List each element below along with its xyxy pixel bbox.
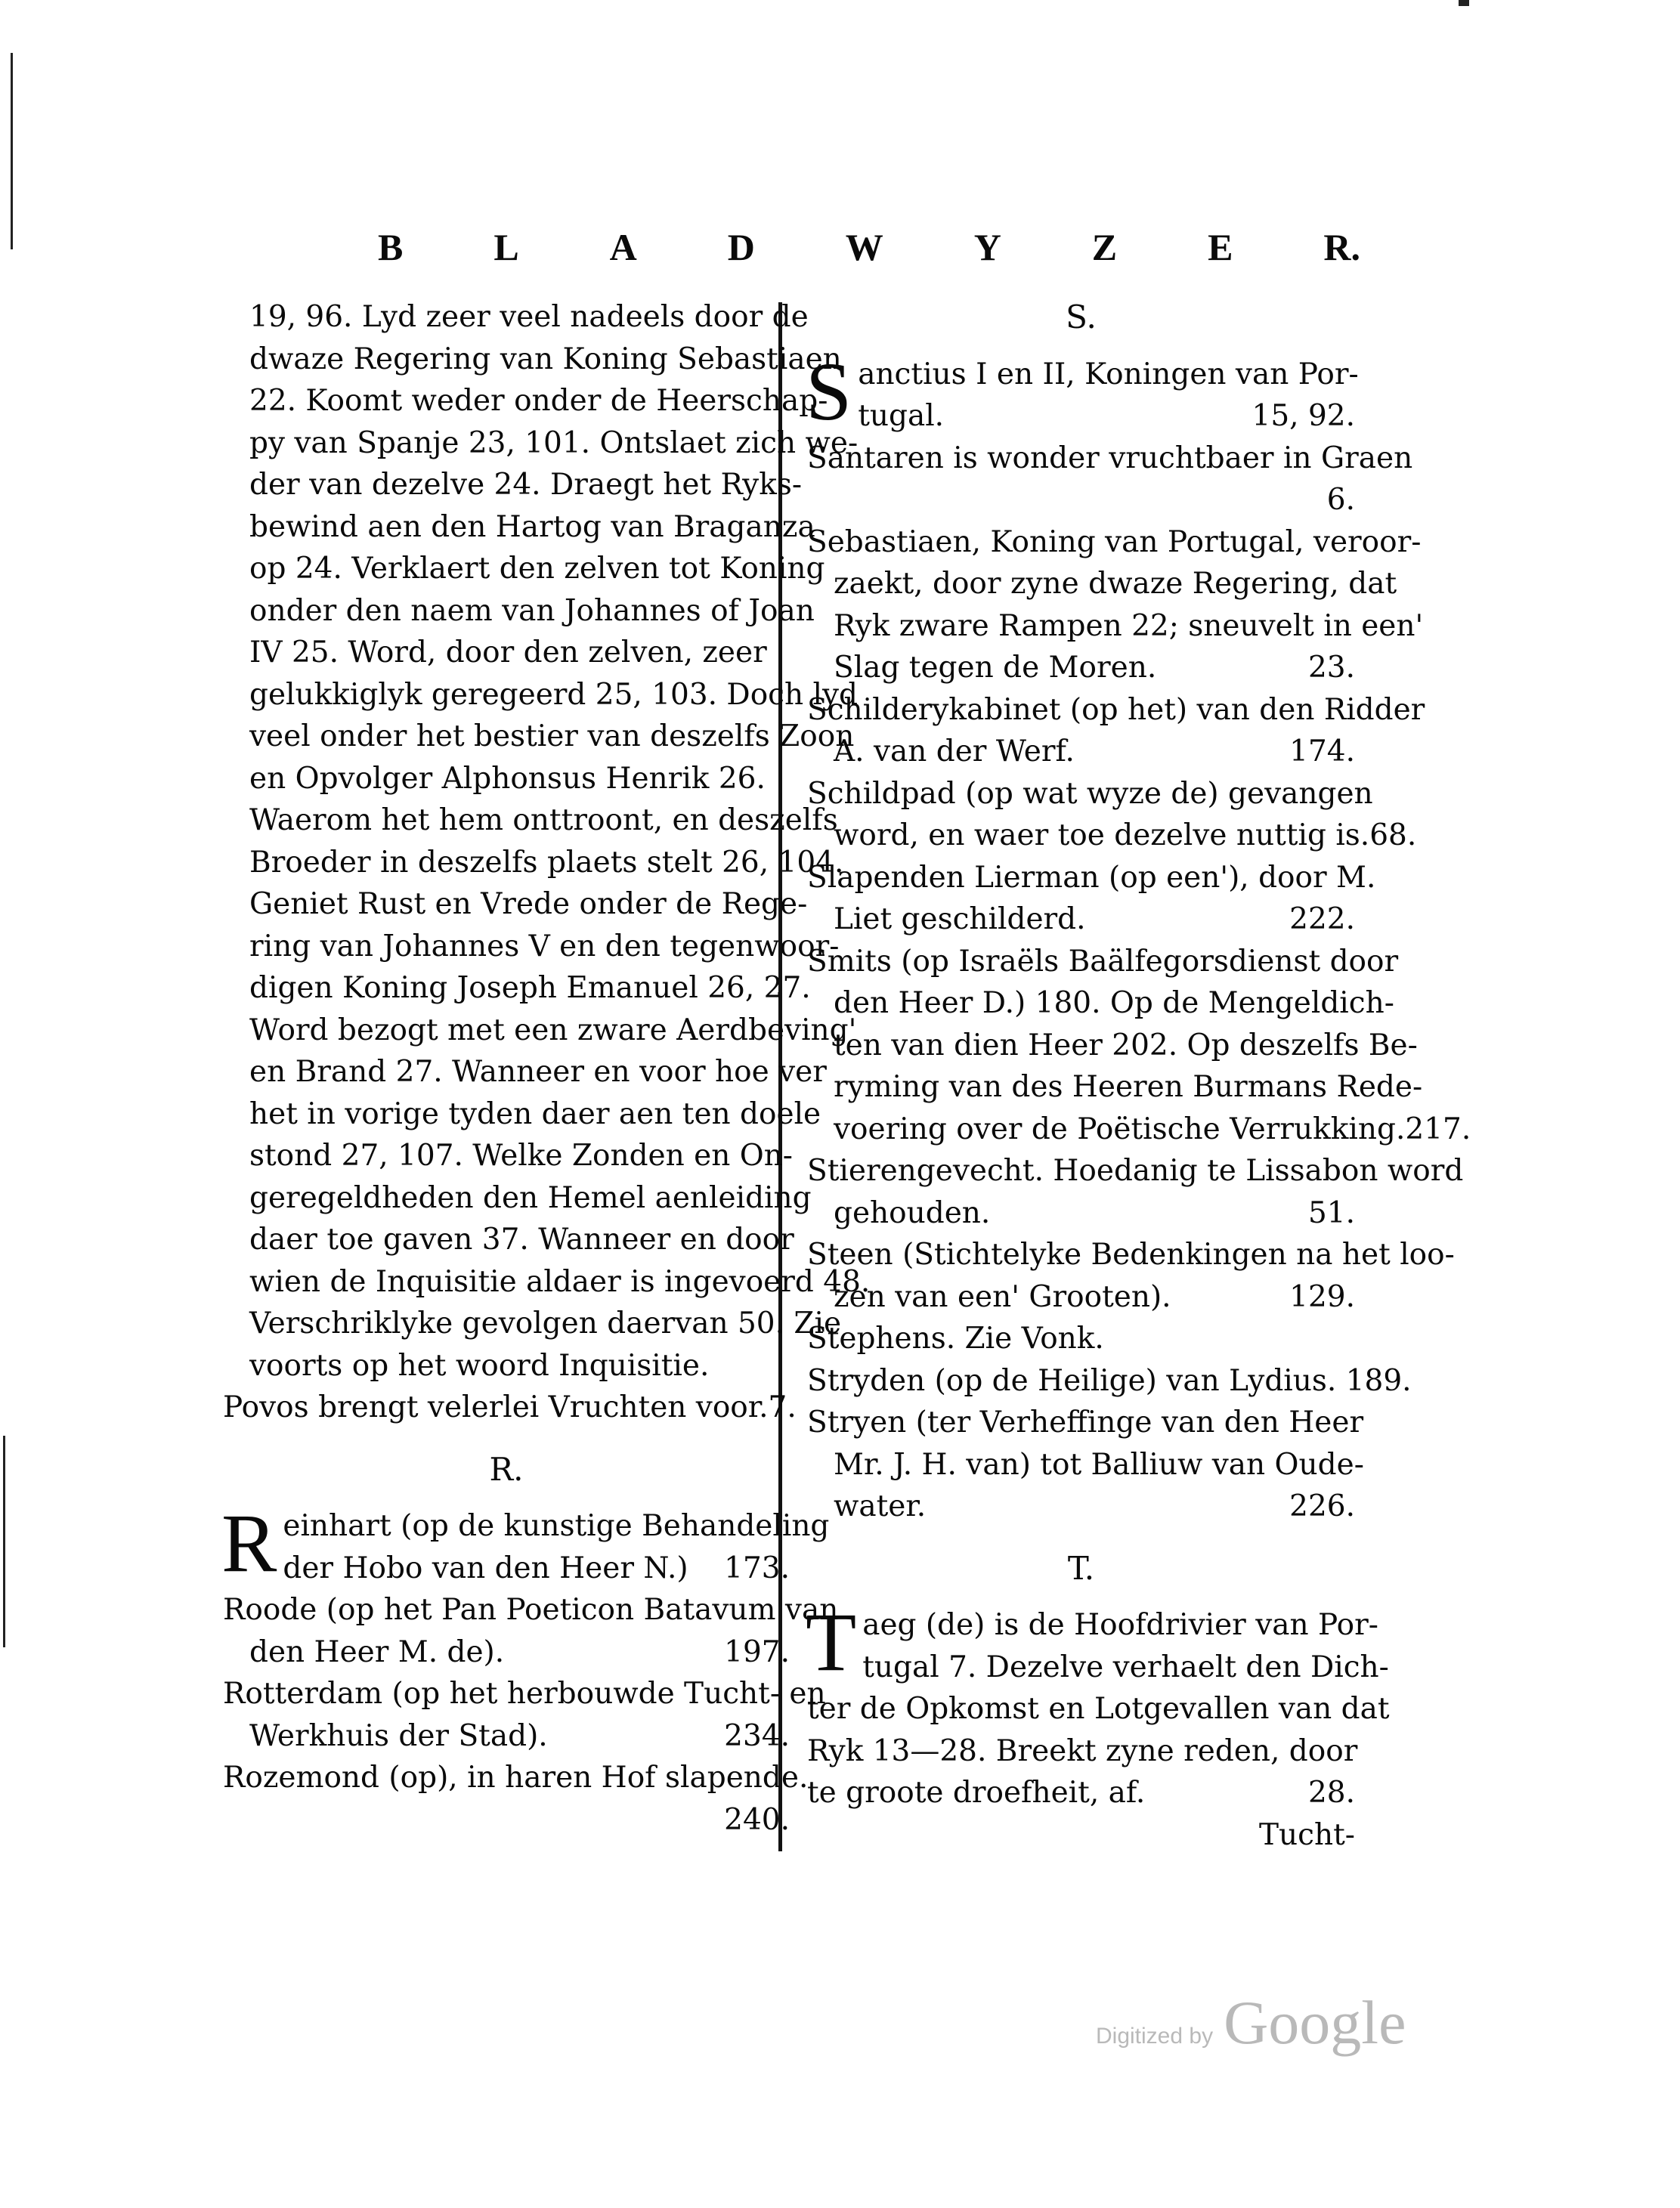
- text-line: geregeldheden den Hemel aenleiding: [249, 1180, 812, 1215]
- index-entry-stryden: Stryden (op de Heilige) van Lydius. 189.: [807, 1363, 1412, 1398]
- title-letter: B: [378, 226, 404, 268]
- text-line: Stryen (ter Verheffinge van den Heer: [807, 1406, 1364, 1440]
- left-column: [221, 296, 871, 1841]
- title-letter: D: [727, 226, 755, 268]
- text-line: 22. Koomt weder onder de Heerschap-: [249, 384, 828, 418]
- text-line: anctius I en II, Koningen van Por-: [858, 357, 1359, 391]
- text-line: Waerom het hem onttroont, en deszelfs: [249, 803, 838, 837]
- digitized-by-google-stamp: [1096, 1987, 1406, 2058]
- text-line: Verschriklyke gevolgen daervan 50. Zie: [249, 1307, 842, 1341]
- text-line: [807, 731, 1355, 773]
- text-line: ring van Johannes V en den tegenwoor-: [249, 929, 840, 963]
- index-entry-steen: [807, 1234, 1455, 1318]
- text-line: [807, 1276, 1355, 1319]
- text-line: gelukkiglyk geregeerd 25, 103. Doch lyd: [249, 677, 859, 712]
- index-entry-schilderykabinet: [807, 689, 1425, 773]
- text-line: tugal 7. Dezelve verhaelt den Dich-: [862, 1650, 1389, 1684]
- text-line: Smits (op Israëls Baälfegorsdienst door: [807, 944, 1399, 979]
- entry-text: tugal.: [858, 399, 945, 433]
- page-number: 68.: [1369, 818, 1417, 852]
- text-line: het in vorige tyden daer aen ten doele: [249, 1096, 821, 1131]
- text-line: [283, 1548, 790, 1590]
- page-number: 7.: [768, 1390, 797, 1424]
- text-line: Ryk zware Rampen 22; sneuvelt in een': [834, 608, 1424, 643]
- text-line: Rotterdam (op het herbouwde Tucht- en: [223, 1677, 826, 1711]
- page-number: 217.: [1405, 1112, 1471, 1146]
- text-line: [807, 1486, 1355, 1528]
- title-letter: Z: [1091, 226, 1118, 268]
- section-heading-r: R.: [489, 1450, 524, 1488]
- text-line: ter de Opkomst en Lotgevallen van dat: [807, 1692, 1390, 1726]
- text-line: op 24. Verklaert den zelven tot Koning: [249, 552, 825, 586]
- page-title: [378, 225, 1360, 269]
- text-line: stond 27, 107. Welke Zonden en On-: [249, 1139, 793, 1173]
- page-number: 51.: [1307, 1195, 1355, 1230]
- entry-text: te groote droefheit, af.: [807, 1776, 1146, 1810]
- entry-text: Liet geschilderd.: [834, 902, 1086, 936]
- entry-text: Werkhuis der Stad).: [249, 1718, 548, 1753]
- text-line: py van Spanje 23, 101. Ontslaet zich we-: [249, 425, 859, 460]
- text-line: Ryk 13—28. Breekt zyne reden, door: [807, 1733, 1358, 1768]
- page-number: 240.: [724, 1802, 790, 1837]
- text-line: [807, 898, 1355, 941]
- text-line: Geniet Rust en Vrede onder de Rege-: [249, 887, 808, 921]
- index-entry-povos: [223, 1387, 797, 1429]
- page-number: 174.: [1289, 734, 1355, 768]
- text-line: wien de Inquisitie aldaer is ingevoerd 48.: [249, 1264, 871, 1299]
- page-number: 28.: [1307, 1776, 1355, 1810]
- text-line: [807, 1109, 1471, 1151]
- text-line: der van dezelve 24. Draegt het Ryks-: [249, 468, 803, 502]
- text-line: bewind aen den Hartog van Braganza: [249, 509, 815, 544]
- index-entry-slapenden: [807, 857, 1376, 941]
- title-letter: W: [845, 226, 883, 268]
- entry-text: den Heer M. de).: [249, 1634, 505, 1669]
- section-heading-t: T.: [1067, 1549, 1095, 1587]
- page-number: 197.: [724, 1634, 790, 1669]
- text-line: Word bezogt met een zware Aerdbeving': [249, 1013, 857, 1047]
- text-line: zaekt, door zyne dwaze Regering, dat: [834, 567, 1397, 601]
- title-letter: L: [493, 226, 519, 268]
- text-line: Sebastiaen, Koning van Portugal, veroor-: [807, 524, 1422, 559]
- index-entry-stierengevecht: [807, 1150, 1464, 1234]
- text-line: Rozemond (op), in haren Hof slapende.: [223, 1761, 809, 1795]
- entry-text: Povos brengt velerlei Vruchten voor.: [223, 1390, 769, 1424]
- text-line: ten van dien Heer 202. Op deszelfs Be-: [834, 1028, 1418, 1062]
- catchword: Tucht-: [1259, 1817, 1355, 1852]
- title-letter: Y: [973, 226, 1001, 268]
- index-entry-sebastiaen: [807, 521, 1424, 689]
- index-entry-smits: [807, 941, 1471, 1151]
- google-logo: Google: [1224, 1988, 1406, 2057]
- text-line: veel onder het bestier van deszelfs Zoon: [249, 719, 855, 753]
- text-line: 19, 96. Lyd zeer veel nadeels door de: [249, 300, 809, 334]
- index-entry-stryen: [807, 1402, 1364, 1528]
- text-line: en Opvolger Alphonsus Henrik 26.: [249, 761, 766, 796]
- index-entry-reinhart: [221, 1497, 830, 1589]
- text-line: [807, 1772, 1355, 1814]
- dropcap-letter: T: [806, 1596, 857, 1688]
- index-entry-taeg: [806, 1596, 1390, 1814]
- index-entry-stephens: Stephens. Zie Vonk.: [807, 1322, 1104, 1356]
- digitized-label: Digitized by: [1096, 2024, 1214, 2049]
- text-line: Steen (Stichtelyke Bedenkingen na het loo-: [807, 1238, 1455, 1272]
- index-entry-schildpad: [807, 773, 1417, 857]
- text-line: Mr. J. H. van) tot Balliuw van Oude-: [834, 1447, 1364, 1482]
- text-line: einhart (op de kunstige Behandeling: [283, 1509, 830, 1543]
- entry-text: A. van der Werf.: [834, 734, 1075, 768]
- text-line: digen Koning Joseph Emanuel 26, 27.: [249, 971, 811, 1005]
- text-line: [858, 395, 1355, 438]
- entry-text: Slag tegen de Moren.: [834, 651, 1157, 685]
- index-entry-santaren: [807, 438, 1413, 521]
- entry-text: zen van een' Grooten).: [834, 1279, 1171, 1314]
- dropcap-letter: R: [221, 1497, 277, 1589]
- text-line: ryming van des Heeren Burmans Rede-: [834, 1070, 1423, 1104]
- text-line: Schildpad (op wat wyze de) gevangen: [807, 776, 1373, 811]
- text-line: aeg (de) is de Hoofdrivier van Por-: [862, 1608, 1378, 1642]
- text-line: den Heer D.) 180. Op de Mengeldich-: [834, 986, 1394, 1020]
- entry-text: gehouden.: [834, 1195, 991, 1230]
- text-line: Santaren is wonder vruchtbaer in Graen: [807, 441, 1413, 475]
- page-number: 129.: [1289, 1279, 1355, 1314]
- text-line: [807, 1192, 1355, 1235]
- page-number: 234.: [724, 1718, 790, 1753]
- text-line: IV 25. Word, door den zelven, zeer: [249, 635, 767, 670]
- index-entry-rotterdam: [223, 1673, 826, 1757]
- title-letter: A: [609, 226, 637, 268]
- portugal-entry-continuation: [223, 296, 871, 1387]
- text-line: [223, 1631, 790, 1674]
- page-edge-mark: [3, 1436, 5, 1647]
- index-entry-sanctius: [806, 345, 1359, 438]
- text-line: [223, 1715, 790, 1758]
- title-letter: R.: [1323, 226, 1360, 268]
- text-line: Stierengevecht. Hoedanig te Lissabon word: [807, 1154, 1464, 1188]
- text-line: Slapenden Lierman (op een'), door M.: [807, 860, 1376, 895]
- page-number: 15, 92.: [1251, 399, 1355, 433]
- text-line: [807, 647, 1355, 689]
- index-entry-roode: [223, 1589, 839, 1673]
- text-line: Schilderykabinet (op het) van den Ridder: [807, 692, 1425, 727]
- title-letter: E: [1208, 226, 1233, 268]
- index-entry-rozemond: [223, 1757, 809, 1841]
- text-line: voorts op het woord Inquisitie.: [249, 1348, 710, 1383]
- page-edge-mark: [1459, 0, 1469, 6]
- page-number: 6.: [1326, 483, 1355, 517]
- text-line: onder den naem van Johannes of Joan: [249, 593, 815, 628]
- text-line: [807, 815, 1417, 857]
- text-line: Roode (op het Pan Poeticon Batavum van: [223, 1593, 839, 1627]
- page-number: 23.: [1307, 651, 1355, 685]
- page-edge-mark: [11, 53, 13, 249]
- entry-text: water.: [834, 1489, 927, 1523]
- text-line: dwaze Regering van Koning Sebastiaen: [249, 342, 842, 376]
- entry-text: word, en waer toe dezelve nuttig is.: [834, 818, 1370, 852]
- page-number: 226.: [1289, 1489, 1355, 1523]
- text-line: daer toe gaven 37. Wanneer en door: [249, 1223, 794, 1257]
- section-heading-s: S.: [1066, 298, 1097, 336]
- dropcap-letter: S: [806, 345, 852, 438]
- right-column: [806, 296, 1471, 1856]
- text-line: en Brand 27. Wanneer en voor hoe ver: [249, 1055, 827, 1089]
- page-number: 173.: [724, 1551, 790, 1585]
- page-number: 222.: [1289, 902, 1355, 936]
- entry-text: der Hobo van den Heer N.): [283, 1551, 688, 1585]
- entry-text: voering over de Poëtische Verrukking.: [834, 1112, 1406, 1146]
- text-line: Broeder in deszelfs plaets stelt 26, 104.: [249, 845, 844, 880]
